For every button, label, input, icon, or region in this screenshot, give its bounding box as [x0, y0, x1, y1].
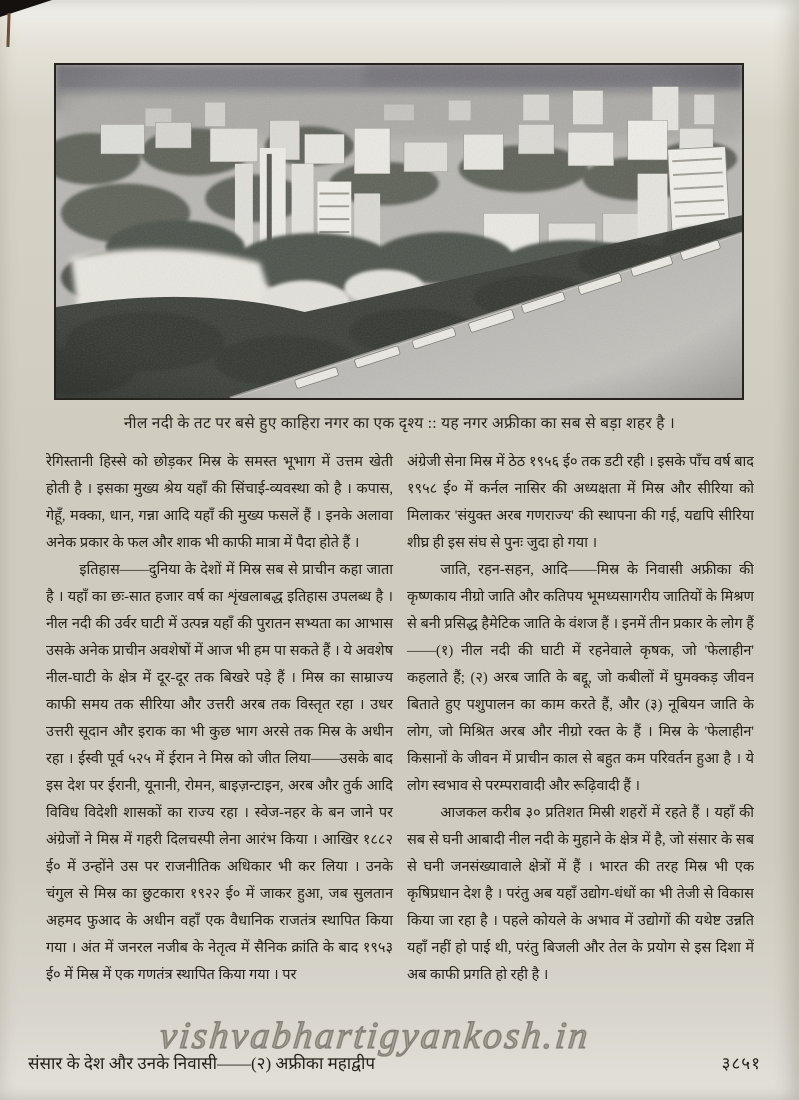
scan-artifact-line: [6, 13, 10, 47]
paragraph-people: जाति, रहन-सहन, आदि——मिस्र के निवासी अफ्रीका की कृष्णकाय नीग्रो जाति और कतिपय भूमध्यसागरीय जातियों के मिश्रण से बनी प्रसिद्ध हैमेटिक जाति के वंशज हैं । इनमें तीन प्रकार के लोग हैं——(१) नील नदी की घाटी में रहनेवाले कृषक, जो 'फेलाहीन' कहलाते हैं; (२) अरब जाति के बद्दू, जो कबीलों में घुमक्कड़ जीवन बिताते हुए पशुपालन का काम करते हैं, और (३) नूबियन जाति के लोग, जो मिश्रित अरब और नीग्रो रक्त के हैं । मिस्र के 'फेलाहीन' किसानों के जीवन में प्राचीन काल से बहुत कम परिवर्तन हुआ है । ये लोग स्वभाव से परम्परावादी और रूढ़िवादी हैं ।: [407, 562, 754, 794]
watermark: vishvabhartigyankosh.in: [157, 1015, 593, 1057]
footer-title: संसार के देश और उनके निवासी——(२) अफ्रीका महाद्वीप: [28, 1054, 376, 1073]
right-column: [407, 449, 754, 1049]
article-body: [46, 449, 754, 1049]
page-footer: [28, 1051, 761, 1074]
paragraph-geography: रेगिस्तानी हिस्से को छोड़कर मिस्र के समस्त भूभाग में उत्तम खेती होती है । इसका मुख्य श्रेय यहाँ की सिंचाई-व्यवस्था को है । कपास, गेहूँ, मक्का, धान, गन्ना आदि यहाँ की मुख्य फसलें हैं । इनके अलावा अनेक प्रकार के फल और शाक भी काफी मात्रा में पैदा होते हैं ।: [46, 454, 393, 551]
left-column: [46, 449, 393, 1049]
cairo-aerial-photo: [54, 63, 744, 400]
cairo-photo-illustration: [56, 65, 742, 398]
page-number: ३८५१: [721, 1054, 761, 1073]
paragraph-history: इतिहास——दुनिया के देशों में मिस्र सब से प्राचीन कहा जाता है । यहाँ का छः-सात हजार वर्ष का शृंखलाबद्ध इतिहास उपलब्ध है । नील नदी की उर्वर घाटी में उत्पन्न यहाँ की पुरातन सभ्यता का आभास उसके अनेक प्राचीन अवशेषों में आज भी हम पा सकते हैं । ये अवशेष नील-घाटी के क्षेत्र में दूर-दूर तक बिखरे पड़े हैं । मिस्र का साम्राज्य काफी समय तक सीरिया और उत्तरी अरब तक विस्तृत रहा । उधर उत्तरी सूदान और इराक का भी कुछ भाग अरसे तक मिस्र के अधीन रहा । ईस्वी पूर्व ५२५ में ईरान ने मिस्र को जीत लिया——उसके बाद इस देश पर ईरानी, यूनानी, रोमन, बाइज़न्टाइन, अरब और तुर्क आदि विविध विदेशी शासकों का राज्य रहा । स्वेज-नहर के बन जाने पर अंग्रेजों ने मिस्र में गहरी दिलचस्पी लेना आरंभ किया । आखिर १८८२ ई० में उन्होंने उस पर राजनीतिक अधिकार भी कर लिया । उनके चंगुल से मिस्र का छुटकारा १९२२ ई० में जाकर हुआ, जब सुलतान अहमद फुआद के अधीन वहाँ एक वैधानिक राजतंत्र स्थापित किया गया । अंत में जनरल नजीब के नेतृत्व में सैनिक क्रांति के बाद १९५३ ई० में मिस्र में एक गणतंत्र स्थापित किया गया । पर: [46, 562, 393, 983]
photo-caption: नील नदी के तट पर बसे हुए काहिरा नगर का एक दृश्य :: यह नगर अफ्रीका का सब से बड़ा शहर है ।: [123, 415, 676, 432]
paragraph-history-continued: अंग्रेजी सेना मिस्र में ठेठ १९५६ ई० तक डटी रही । इसके पाँच वर्ष बाद १९५८ ई० में कर्नल नासिर की अध्यक्षता में मिस्र और सीरिया को मिलाकर 'संयुक्त अरब गणराज्य' की स्थापना की गई, यद्यपि सीरिया शीघ्र ही इस संघ से पुनः जुदा हो गया ।: [407, 454, 754, 551]
paragraph-economy: आजकल करीब ३० प्रतिशत मिस्री शहरों में रहते हैं । यहाँ की सब से घनी आबादी नील नदी के मुहाने के क्षेत्र में है, जो संसार के सब से घनी जनसंख्यावाले क्षेत्रों में हैं । भारत की तरह मिस्र भी एक कृषिप्रधान देश है । परंतु अब यहाँ उद्योग-धंधों का भी तेजी से विकास किया जा रहा है । पहले कोयले के अभाव में उद्योगों की यथेष्ट उन्नति यहाँ नहीं हो पाई थी, परंतु बिजली और तेल के प्रयोग से इस दिशा में अब काफी प्रगति हो रही है ।: [407, 805, 754, 983]
